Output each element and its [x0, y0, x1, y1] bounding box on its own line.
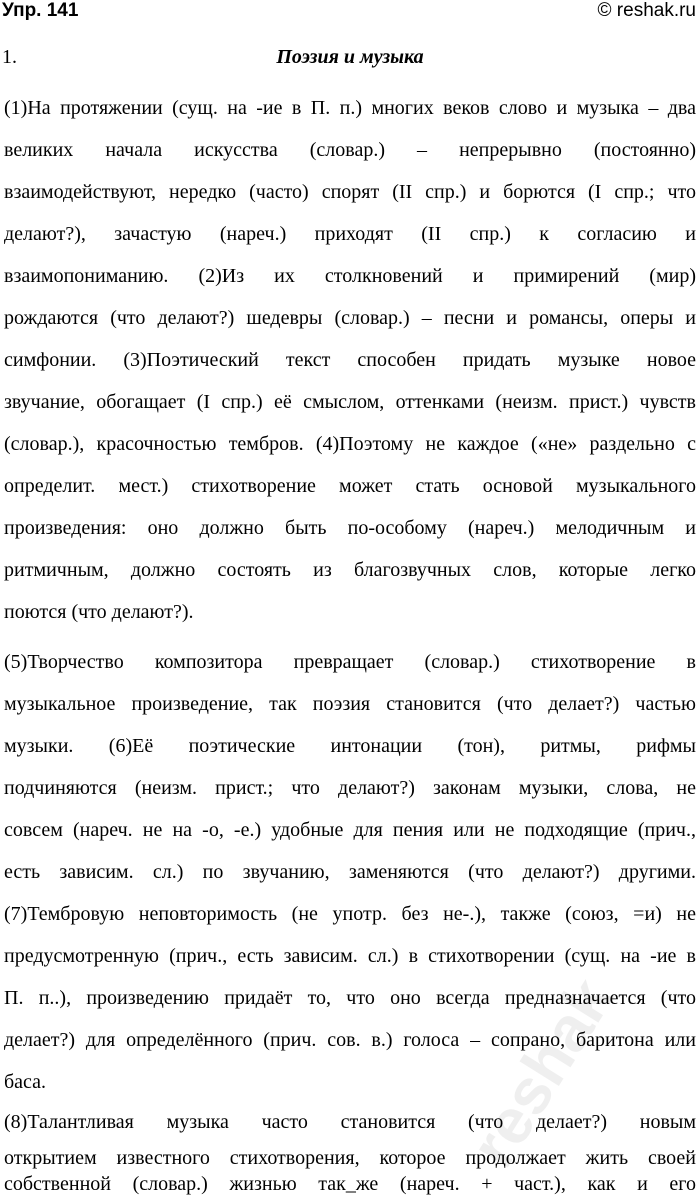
page-header [0, 0, 700, 24]
text-line: произведения: оно должно быть по-особому (нареч.) мелодичным и [4, 517, 696, 539]
text-line: подчиняются (неизм. прист.; что делают?) законам музыки, слова, не [4, 777, 696, 799]
text-line: ритмичным, должно состоять из благозвучных слов, которые легко [4, 559, 696, 581]
text-line: открытием известного стихотворения, которое продолжает жить своей [4, 1147, 696, 1169]
text-line: делает?) для определённого (прич. сов. в.) голоса – сопрано, баритона или [4, 1029, 696, 1051]
exercise-title: Упр. 141 [2, 0, 79, 21]
text-line-cut: собственной (словар.) жизнью так_же (нареч. + част.), как и его [4, 1173, 696, 1195]
text-line: (словар.), красочностью тембров. (4)Поэтому не каждое («не» раздельно с [4, 433, 696, 455]
task-number: 1. [2, 46, 17, 68]
text-line: музыки. (6)Её поэтические интонации (тон), ритмы, рифмы [4, 735, 696, 757]
watermark-logo: reshak [456, 965, 627, 1179]
copyright-label: © reshak.ru [597, 0, 696, 21]
text-line: (5)Творчество композитора превращает (словар.) стихотворение в [4, 651, 696, 673]
text-line: (8)Талантливая музыка часто становится (что делает?) новым [4, 1111, 696, 1133]
text-line: совсем (нареч. не на -о, -е.) удобные для пения или не подходящие (прич., [4, 819, 696, 841]
text-line: П. п..), произведению придаёт то, что оно всегда предназначается (что [4, 987, 696, 1009]
text-line: взаимодействуют, нередко (часто) спорят (II спр.) и борются (I спр.; что [4, 181, 696, 203]
text-line: (1)На протяжении (сущ. на -ие в П. п.) многих веков слово и музыка – два [4, 97, 696, 119]
text-line: поются (что делают?). [4, 601, 194, 623]
text-line: звучание, обогащает (I спр.) её смыслом, оттенками (неизм. прист.) чувств [4, 391, 696, 413]
text-line: делают?), зачастую (нареч.) приходят (II спр.) к согласию и [4, 223, 696, 245]
text-line: определит. мест.) стихотворение может стать основой музыкального [4, 475, 696, 497]
text-line: есть зависим. сл.) по звучанию, заменяются (что делают?) другими. [4, 861, 696, 883]
text-line: великих начала искусства (словар.) – непрерывно (постоянно) [4, 139, 696, 161]
text-line: баса. [4, 1071, 47, 1093]
text-line: рождаются (что делают?) шедевры (словар.) – песни и романсы, оперы и [4, 307, 696, 329]
text-line: предусмотренную (прич., есть зависим. сл.) в стихотворении (сущ. на -ие в [4, 945, 696, 967]
text-line: симфонии. (3)Поэтический текст способен придать музыке новое [4, 349, 696, 371]
text-line: (7)Тембровую неповторимость (не употр. без не-.), также (союз, =и) не [4, 903, 696, 925]
text-line: взаимопониманию. (2)Из их столкновений и примирений (мир) [4, 265, 696, 287]
text-line: музыкальное произведение, так поэзия становится (что делает?) частью [4, 693, 696, 715]
text-title: Поэзия и музыка [276, 46, 424, 68]
